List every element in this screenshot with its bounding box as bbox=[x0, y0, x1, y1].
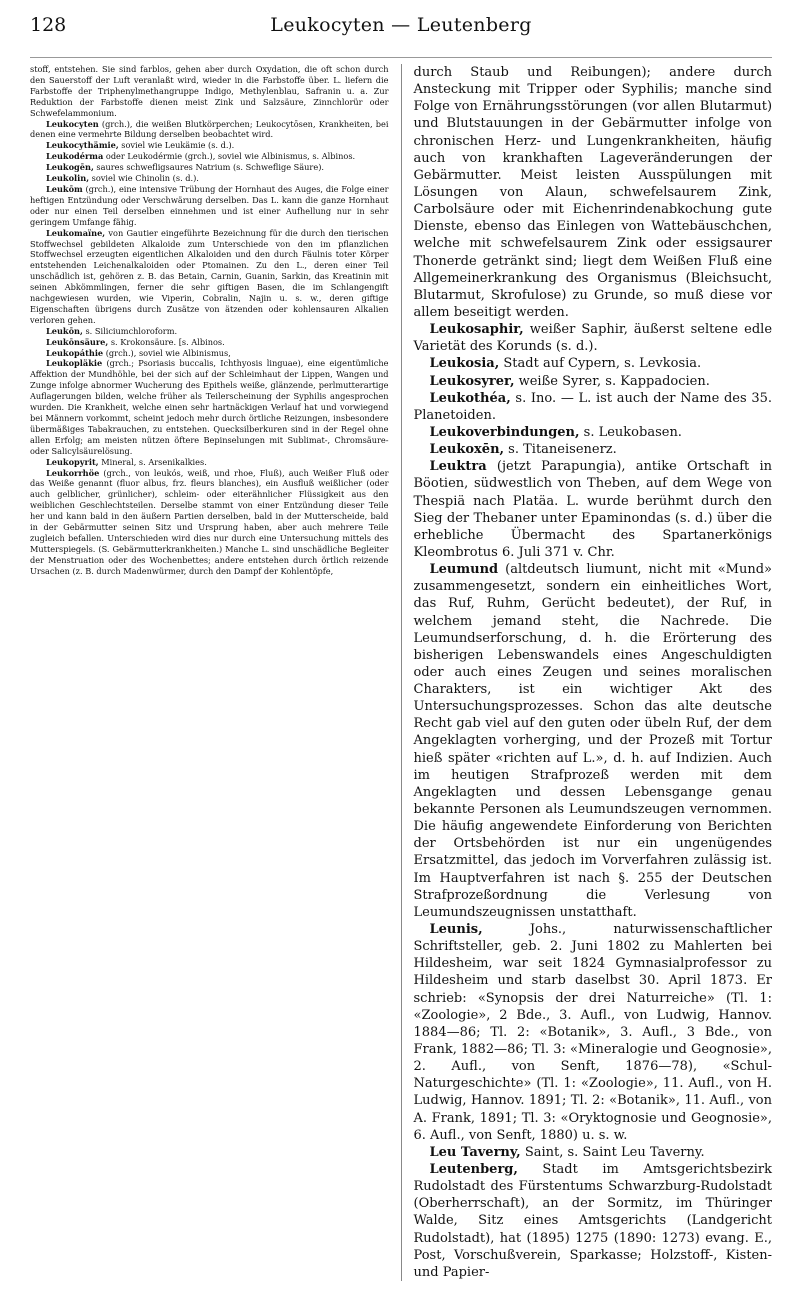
entry-text: Mineral, s. Arsenikalkies. bbox=[98, 456, 207, 467]
entry-text: s. Krokonsäure. [s. Albinos. bbox=[108, 336, 225, 347]
entry-headword: Leukōnsäure, bbox=[46, 336, 109, 347]
dictionary-entry bbox=[30, 457, 389, 468]
entry-text: Johs., naturwissenschaftlicher Schriftsteller, geb. 2. Juni 1802 zu Mahlerten bei Hildesheim, war seit 1824 Gymnasialprofessor zu Hildesheim und starb daselbst 30. April 1873. Er schrieb: «Synopsis der drei Naturreiche» (Tl. 1: «Zoologie», 2 Bde., 3. Aufl., von Ludwig, Hannov. 1884—86; Tl. 2: «Botanik», 3. Aufl., 3 Bde., von Frank, 1882—86; Tl. 3: «Mineralogie und Geognosie», 2. Aufl., von Senft, 1876—78), «Schul-Naturgeschichte» (Tl. 1: «Zoologie», 11. Aufl., von H. Ludwig, Hannov. 1891; Tl. 2: «Botanik», 11. Aufl., von A. Frank, 1891; Tl. 3: «Oryktognosie und Geognosie», 6. Aufl., von Senft, 1880) u. s. w. bbox=[413, 922, 773, 1143]
column-rule bbox=[401, 64, 402, 1281]
dictionary-entry bbox=[414, 1144, 773, 1161]
dictionary-entry bbox=[30, 228, 389, 326]
dictionary-entry bbox=[30, 337, 389, 348]
text-columns bbox=[30, 58, 772, 1281]
entry-headword: Leukocythämie, bbox=[46, 140, 119, 151]
entry-headword: Leutenberg, bbox=[429, 1162, 518, 1177]
entry-text: Saint, s. Saint Leu Taverny. bbox=[520, 1144, 705, 1160]
entry-text: (grch.), soviel wie Albinismus, bbox=[103, 347, 231, 358]
entry-text: Stadt im Amtsgerichtsbezirk Rudolstadt des Fürstentums Schwarzburg-Rudolstadt (Oberherrschaft), an der Sormitz, im Thüringer Walde, Sitz eines Amtsgerichts (Landgericht Rudolstadt), hat (1895) 1275 (1890: 1273) evang. E., Post, Vorschußverein, Sparkasse; Holzstoff-, Kisten- und Papier- bbox=[413, 1162, 773, 1280]
entry-headword: Leukorrhöe bbox=[46, 467, 100, 478]
dictionary-entry bbox=[30, 173, 389, 184]
entry-text: (grch.), eine intensive Trübung der Hornhaut des Auges, die Folge einer heftigen Entzündung oder Verschwärung derselben. Das L. kann die ganze Hornhaut oder nur einen Teil derselben einnehmen und ist einer Aufhellung nur in sehr geringem Umfange fähig. bbox=[30, 183, 389, 227]
entry-text: weißer Saphir, äußerst seltene edle Varietät des Korunds (s. d.). bbox=[413, 322, 773, 355]
entry-text: (jetzt Parapungia), antike Ortschaft in Böotien, südwestlich von Theben, auf dem Wege von Thespiä nach Platäa. L. wurde berühmt durch den Sieg der Thebaner unter Epaminondas (s. d.) über die erhebliche Übermacht des Spartanerkönigs Kleombrotus 6. Juli 371 v. Chr. bbox=[413, 459, 773, 560]
entry-text: Stadt auf Cypern, s. Levkosia. bbox=[499, 356, 702, 372]
entry-text: (grch., von leukós, weiß, und rhoe, Fluß), auch Weißer Fluß oder das Weiße genannt (fluor albus, frz. fleurs blanches), ein Ausfluß weißlicher (oder auch gelblicher, grünlicher), schleim- oder eiterähnlicher Flüssigkeit aus den weiblichen Geschlechtsteilen. Derselbe stammt von einer Entzündung dieser Teile her und kann bald in den äußern Partien derselben, bald in der Mutterscheide, bald in der Gebärmutter seinen Sitz und Ursprung haben, aber auch mehrere Teile zugleich befallen. Unterschieden wird dies nur durch eine Untersuchung mittels des Mutterspiegels. (S. Gebärmutterkrankheiten.) Manche L. sind unschädliche Begleiter der Menstruation oder des Wochenbettes; andere entstehen durch örtlich reizende Ursachen (z. B. durch Madenwürmer, durch den Dampf der Kohlentöpfe, bbox=[30, 467, 389, 576]
dictionary-entry bbox=[414, 424, 773, 441]
entry-headword: Leuktra bbox=[429, 459, 487, 475]
entry-headword: Leu Taverny, bbox=[429, 1144, 521, 1160]
entry-headword: Leukomaïne, bbox=[46, 227, 106, 238]
dictionary-entry bbox=[30, 140, 389, 151]
dictionary-entry bbox=[30, 468, 389, 577]
entry-headword: Leukopläkie bbox=[46, 358, 103, 369]
continued-text bbox=[414, 64, 773, 321]
entry-headword: Leukōm bbox=[46, 183, 83, 194]
entry-headword: Leukocyten bbox=[46, 118, 99, 129]
entry-text: s. Titaneisenerz. bbox=[504, 442, 617, 458]
entry-headword: Leumund bbox=[429, 562, 499, 578]
dictionary-entry bbox=[414, 390, 773, 424]
dictionary-entry bbox=[414, 373, 773, 390]
entry-text: s. Ino. — L. ist auch der Name des 35. Planetoiden. bbox=[413, 390, 773, 423]
dictionary-entry bbox=[30, 119, 389, 141]
dictionary-entry bbox=[30, 358, 389, 456]
entry-text: (grch.), die weißen Blutkörperchen; Leukocytōsen, Krankheiten, bei denen eine vermehrte Bildung derselben beobachtet wird. bbox=[30, 118, 389, 140]
entry-text: soviel wie Leukämie (s. d.). bbox=[118, 140, 235, 151]
entry-headword: Leukodérma bbox=[46, 151, 104, 162]
dictionary-entry bbox=[30, 162, 389, 173]
continued-text bbox=[30, 64, 389, 119]
entry-headword: Leukogēn, bbox=[46, 162, 94, 173]
entry-headword: Leukoxēn, bbox=[429, 442, 505, 458]
entry-headword: Leukolin, bbox=[46, 173, 90, 184]
entry-headword: Leukopáthie bbox=[46, 347, 104, 358]
dictionary-entry bbox=[30, 326, 389, 337]
entry-headword: Leukopyrit, bbox=[46, 456, 99, 467]
entry-text: saures schwefligsaures Natrium (s. Schweflige Säure). bbox=[93, 162, 324, 173]
dictionary-entry bbox=[30, 151, 389, 162]
entry-headword: Leukoverbindungen, bbox=[429, 424, 580, 440]
dictionary-entry bbox=[414, 1161, 773, 1281]
dictionary-entry bbox=[414, 355, 773, 372]
entry-text: s. Leukobasen. bbox=[579, 424, 682, 440]
entry-headword: Leukosyrer, bbox=[429, 373, 515, 389]
entry-headword: Leunis, bbox=[429, 922, 483, 938]
entry-headword: Leukosia, bbox=[429, 356, 500, 372]
left-column bbox=[30, 64, 389, 1281]
page-number: 128 bbox=[30, 14, 67, 36]
dictionary-entry bbox=[30, 348, 389, 359]
entry-text: soviel wie Chinolin (s. d.). bbox=[89, 173, 199, 184]
entry-text: durch Staub und Reibungen); andere durch Ansteckung mit Tripper oder Syphilis; manche sind Folge von Ernährungsstörungen (vor allen Blutarmut) und Blutstauungen in der Gebärmutter infolge von chronischen Herz- und Lungenkrankheiten, häufig auch von krankhaften Lageveränderungen der Gebärmutter. Meist leisten Ausspülungen mit Lösungen von Alaun, schwefelsaurem Zink, Carbolsäure oder mit Eichenrindenabkochung gute Dienste, ebenso das Einlegen von Wattebäuschchen, welche mit schwefelsaurem Zink oder essigsaurer Thonerde getränkt sind; liegt dem Weißen Fluß eine Allgemeinerkrankung des Organismus (Bleichsucht, Blutarmut, Skrofulose) zu Grunde, so muß diese vor allem beseitigt werden. bbox=[413, 65, 773, 320]
dictionary-entry bbox=[30, 184, 389, 228]
dictionary-entry bbox=[414, 321, 773, 355]
entry-text: oder Leukodérmie (grch.), soviel wie Albinismus, s. Albinos. bbox=[103, 151, 356, 162]
entry-text: von Gautier eingeführte Bezeichnung für die durch den tierischen Stoffwechsel gebildeten Alkaloide zum Unterschiede von den im pflanzlichen Stoffwechsel erzeugten eigentlichen Alkaloiden und den durch Fäulnis toter Körper entstehenden Leichenalkaloiden oder Ptomainen. Zu den L., deren einer Teil unschädlich ist, gehören z. B. das Betain, Carnin, Guanin, Sarkin, das Kreatinin mit seinen Abkömmlingen, ferner die sehr giftigen Basen, die im Schlangengift nachgewiesen wurden, wie Viperin, Cobralin, Najin u. s. w., deren giftige Eigenschaften übrigens durch Zusätze von ätzenden oder kohlensauren Alkalien verloren gehen. bbox=[30, 227, 389, 325]
dictionary-entry bbox=[414, 458, 773, 561]
dictionary-entry bbox=[414, 561, 773, 921]
entry-text: stoff, entstehen. Sie sind farblos, gehen aber durch Oxydation, die oft schon durch den Sauerstoff der Luft veranlaßt wird, wieder in die Farbstoffe über. L. liefern die Farbstoffe der Triphenylmethangruppe Indigo, Methylenblau, Safranin u. a. Zur Reduktion der Farbstoffe dienen meist Zink und Salzsäure, Zinnchlorür oder Schwefelammonium. bbox=[30, 64, 389, 118]
entry-text: s. Siliciumchloroform. bbox=[82, 325, 178, 336]
entry-text: (grch.; Psoriasis buccalis, Ichthyosis linguae), eine eigentümliche Affektion der Mundhöhle, bei der sich auf der Schleimhaut der Lippen, Wangen und Zunge infolge abnormer Wucherung des Epithels weiße, glänzende, perlmutterartige Auflagerungen bilden, welche früher als Teilerscheinung der Syphilis angesprochen wurden. Die Krankheit, welche einen sehr hartnäckigen Verlauf hat und vorwiegend bei Männern vorkommt, scheint jedoch mehr durch örtliche Reizungen, insbesondere übermäßiges Tabakrauchen, zu entstehen. Quecksilberkuren sind in der Regel ohne allen Erfolg; am meisten nützen öftere Bepinselungen mit Sublimat-, Chromsäure- oder Salicylsäurelösung. bbox=[30, 358, 389, 456]
entry-text: (altdeutsch liumunt, nicht mit «Mund» zusammengesetzt, sondern ein einheitliches Wort, das Ruf, Ruhm, Gerücht bedeutet), der Ruf, in welchem jemand steht, die Nachrede. Die Leumundserforschung, d. h. die Erörterung des bisherigen Lebenswandels eines Angeschuldigten oder auch eines Zeugen und seines moralischen Charakters, ist ein wichtiger Akt des Untersuchungsprozesses. Schon das alte deutsche Recht gab viel auf den guten oder übeln Ruf, der dem Angeklagten vorherging, und der Prozeß mit Tortur hieß später «richten auf L.», d. h. auf Indizien. Auch im heutigen Strafprozeß werden mit dem Angeklagten und dessen Lebensgange genau bekannte Personen als Leumundszeugen vernommen. Die häufig angewendete Einforderung von Berichten der Ortsbehörden ist nur ein ungenügendes Ersatzmittel, das jedoch im Vorverfahren zulässig ist. Im Hauptverfahren ist nach §. 255 der Deutschen Strafprozeßordnung die Verlesung von Leumundszeugnissen unstatthaft. bbox=[413, 562, 773, 920]
entry-headword: Leukosaphir, bbox=[429, 322, 524, 338]
dictionary-entry bbox=[414, 921, 773, 1144]
running-head: Leukocyten — Leutenberg bbox=[270, 14, 532, 36]
entry-headword: Leukōn, bbox=[46, 325, 83, 336]
entry-text: weiße Syrer, s. Kappadocien. bbox=[514, 373, 710, 389]
page-header bbox=[30, 14, 772, 58]
right-column bbox=[414, 64, 773, 1281]
dictionary-entry bbox=[414, 441, 773, 458]
entry-headword: Leukothéa, bbox=[429, 390, 511, 406]
